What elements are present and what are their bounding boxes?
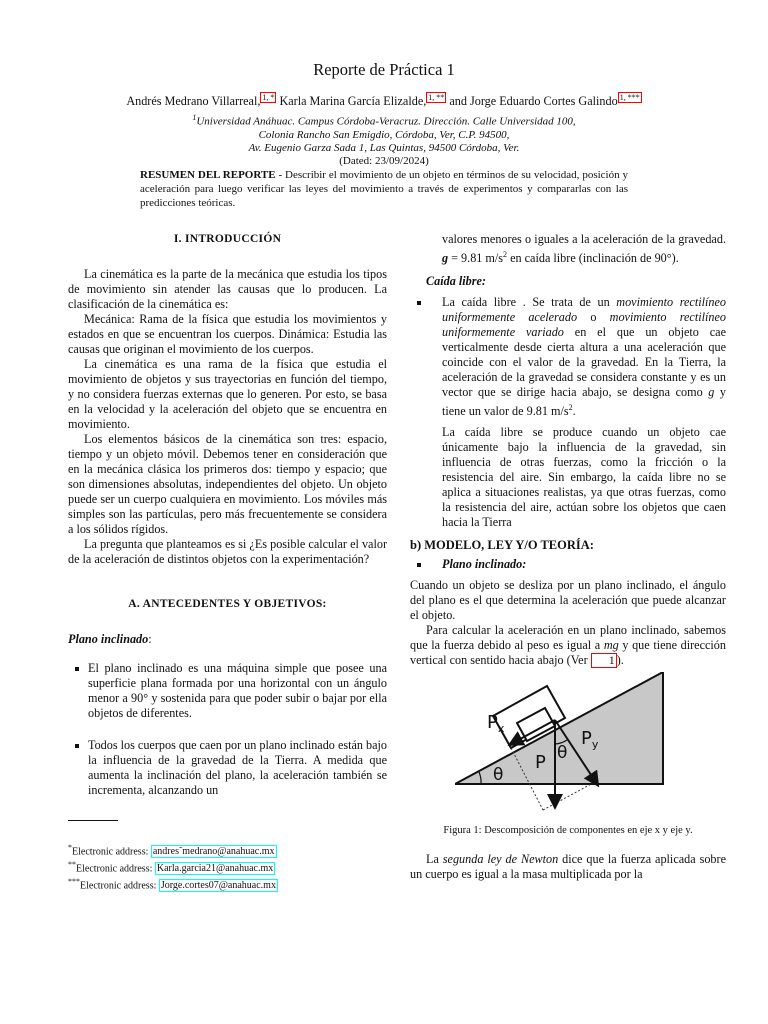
antecedentes-list xyxy=(68,661,387,798)
author-3-footnote-link[interactable]: 1, *** xyxy=(619,93,640,102)
label-p: P xyxy=(535,752,546,773)
abstract xyxy=(140,168,628,210)
intro-paragraph-5: La pregunta que planteamos es si ¿Es posible calcular el valor de la aceleración de distintos objetos con la experimentación? xyxy=(68,537,387,566)
footnote-rule xyxy=(68,820,118,821)
author-list xyxy=(0,92,768,109)
label-px: $P_x$ xyxy=(487,712,505,735)
intro-paragraph-2: Mecánica: Rama de la física que estudia los movimientos y estados en que se encuentran los cuerpos. Dinámica: Estudia las causas que originan el movimiento de los cuerpos. xyxy=(68,312,387,356)
label-py: $P_y$ xyxy=(581,728,599,751)
right-column xyxy=(410,232,726,668)
list-item: La caída libre . Se trata de un movimiento rectilíneo uniformemente acelerado o movimiento rectilíneo uniformemente variado en el que un objeto cae verticalmente desde cierta altura a una aceleración que coincide con el valor de la gravedad. En la Tierra, la aceleración de la gravedad se considera constante y es un vector que se dirige hacia abajo, se designa como g y tiene un valor de 9.81 $m/s^2$. xyxy=(410,295,726,419)
date-line: (Dated: 23/09/2024) xyxy=(339,154,429,167)
dotted-line xyxy=(543,782,595,810)
affiliation-sup: 1 xyxy=(192,113,197,122)
plano-paragraph-1: Cuando un objeto se desliza por un plano inclinado, el ángulo del plano es el que determina la aceleración que puede alcanzar el objeto. xyxy=(410,578,726,623)
author-2: Karla Marina García Elizalde, xyxy=(276,94,427,109)
paper-title: Reporte de Práctica 1 xyxy=(313,60,455,79)
list-item: El plano inclinado es una máquina simple que posee una superficie plana formada por una horizontal con un ángulo menor a 90° y sostenida para que poder subir o bajar por ella objetos de diferentes. xyxy=(68,661,387,721)
figure-caption: Figura 1: Descomposición de componentes en eje x y eje y. xyxy=(443,825,693,836)
section-introduccion-heading: I. INTRODUCCIÓN xyxy=(173,233,282,245)
author-1: Andrés Medrano Villarreal, xyxy=(126,94,261,109)
left-column xyxy=(68,232,387,798)
section-antecedentes-heading: A. ANTECEDENTES Y OBJETIVOS: xyxy=(128,598,327,610)
footnote-3: ***Electronic address: Jorge.cortes07@anahuac.mx xyxy=(68,876,276,891)
plano-inclinado-label: Plano inclinado: xyxy=(68,632,152,646)
list-item: Plano inclinado: xyxy=(410,557,726,572)
footnote-2: **Electronic address: Karla.garcia21@anahuac.mx xyxy=(68,859,274,875)
affiliation-line-2: Colonia Rancho San Emigdio, Córdoba, Ver, C.P. 94500, xyxy=(258,128,510,141)
affiliation-line-1: Universidad Anáhuac. Campus Córdoba-Veracruz. Dirección. Calle Universidad 100, xyxy=(196,115,576,128)
newton-paragraph: La segunda ley de Newton dice que la fuerza aplicada sobre un cuerpo es igual a la masa multiplicada por la xyxy=(410,852,726,881)
affiliation-line-3: Av. Eugenio Garza Sada 1, Las Quintas, 94500 Córdoba, Ver. xyxy=(248,141,520,154)
affiliation xyxy=(0,111,768,168)
intro-paragraph-1: La cinemática es la parte de la mecánica que estudia los tipos de movimiento sin atender las causas que lo producen. La clasificación de la cinemática es: xyxy=(68,267,387,311)
email-link-2[interactable]: Karla.garcia21@anahuac.mx xyxy=(156,863,274,875)
author-3: and Jorge Eduardo Cortes Galindo xyxy=(446,94,618,109)
author-1-footnote-link[interactable]: 1, * xyxy=(262,93,275,102)
section-modelo-heading: b) MODELO, LEY Y/O TEORÍA: xyxy=(410,538,594,553)
caida-libre-label: Caída libre: xyxy=(426,274,486,289)
footnote-1: *Electronic address: andres˜medrano@anahuac.mx xyxy=(68,843,275,858)
abstract-heading: RESUMEN DEL REPORTE xyxy=(140,169,276,181)
email-link-1[interactable]: andres˜medrano@anahuac.mx xyxy=(152,846,275,858)
figure-inclined-plane xyxy=(455,672,667,814)
email-link-3[interactable]: Jorge.cortes07@anahuac.mx xyxy=(160,879,276,891)
author-2-footnote-link[interactable]: 1, ** xyxy=(428,93,445,102)
intro-paragraph-4: Los elementos básicos de la cinemática son tres: espacio, tiempo y un objeto móvil. Debemos tener en consideración que en la mecánica clásica los primeros dos: tiempo y espacio; que son dimensiones absolutas, independientes del objeto. Un objeto puede ser un cuerpo cualquiera en movimiento. Los móviles más simples son las partículas, pero más frecuentemente se considera a los sólidos rígidos. xyxy=(68,432,387,536)
modelo-list xyxy=(410,557,726,572)
plano-paragraph-2: Para calcular la aceleración en un plano inclinado, sabemos que la fuerza debido al peso es igual a mg y que tiene dirección vertical con sentido hacia abajo (Ver 1 ). xyxy=(410,623,726,668)
continued-bullet-text: valores menores o iguales a la aceleración de la gravedad. g = 9.81 $m/s^2$ en caída libre (inclinación de 90°). xyxy=(442,232,726,266)
caida-libre-paragraph-2: La caída libre se produce cuando un objeto cae únicamente bajo la influencia de la gravedad, sin influencia de otras fuerzas, como la fricción o la resistencia del aire. Sin embargo, la caída libre no se aplica a situaciones realistas, ya que otras fuerzas, como la resistencia del aire, actúan sobre los objetos que caen hacia la Tierra xyxy=(442,425,726,530)
footnotes xyxy=(68,842,278,892)
label-theta-plane: θ xyxy=(493,765,504,785)
abstract-text: - Describir el movimiento de un objeto en términos de su velocidad, posición y aceleración para luego verificar las leyes del movimiento a través de experimentos y compararlas con las predicciones teóricas. xyxy=(140,169,628,209)
intro-paragraph-3: La cinemática es una rama de la física que estudia el movimiento de objetos y sus trayectorias en función del tiempo, y no considera fuerzas externas que lo generen. Por esto, se basa en la velocidad y la aceleración del objeto que se encuentra en movimiento. xyxy=(68,357,387,431)
list-item: Todos los cuerpos que caen por un plano inclinado están bajo la influencia de la gravedad de la Tierra. A medida que aumenta la inclinación del plano, la aceleración también se incrementa, alcanzando un xyxy=(68,738,387,798)
figure-1-ref-link[interactable]: 1 xyxy=(591,653,617,668)
caida-libre-list xyxy=(410,295,726,419)
label-theta-block: θ xyxy=(557,743,568,763)
